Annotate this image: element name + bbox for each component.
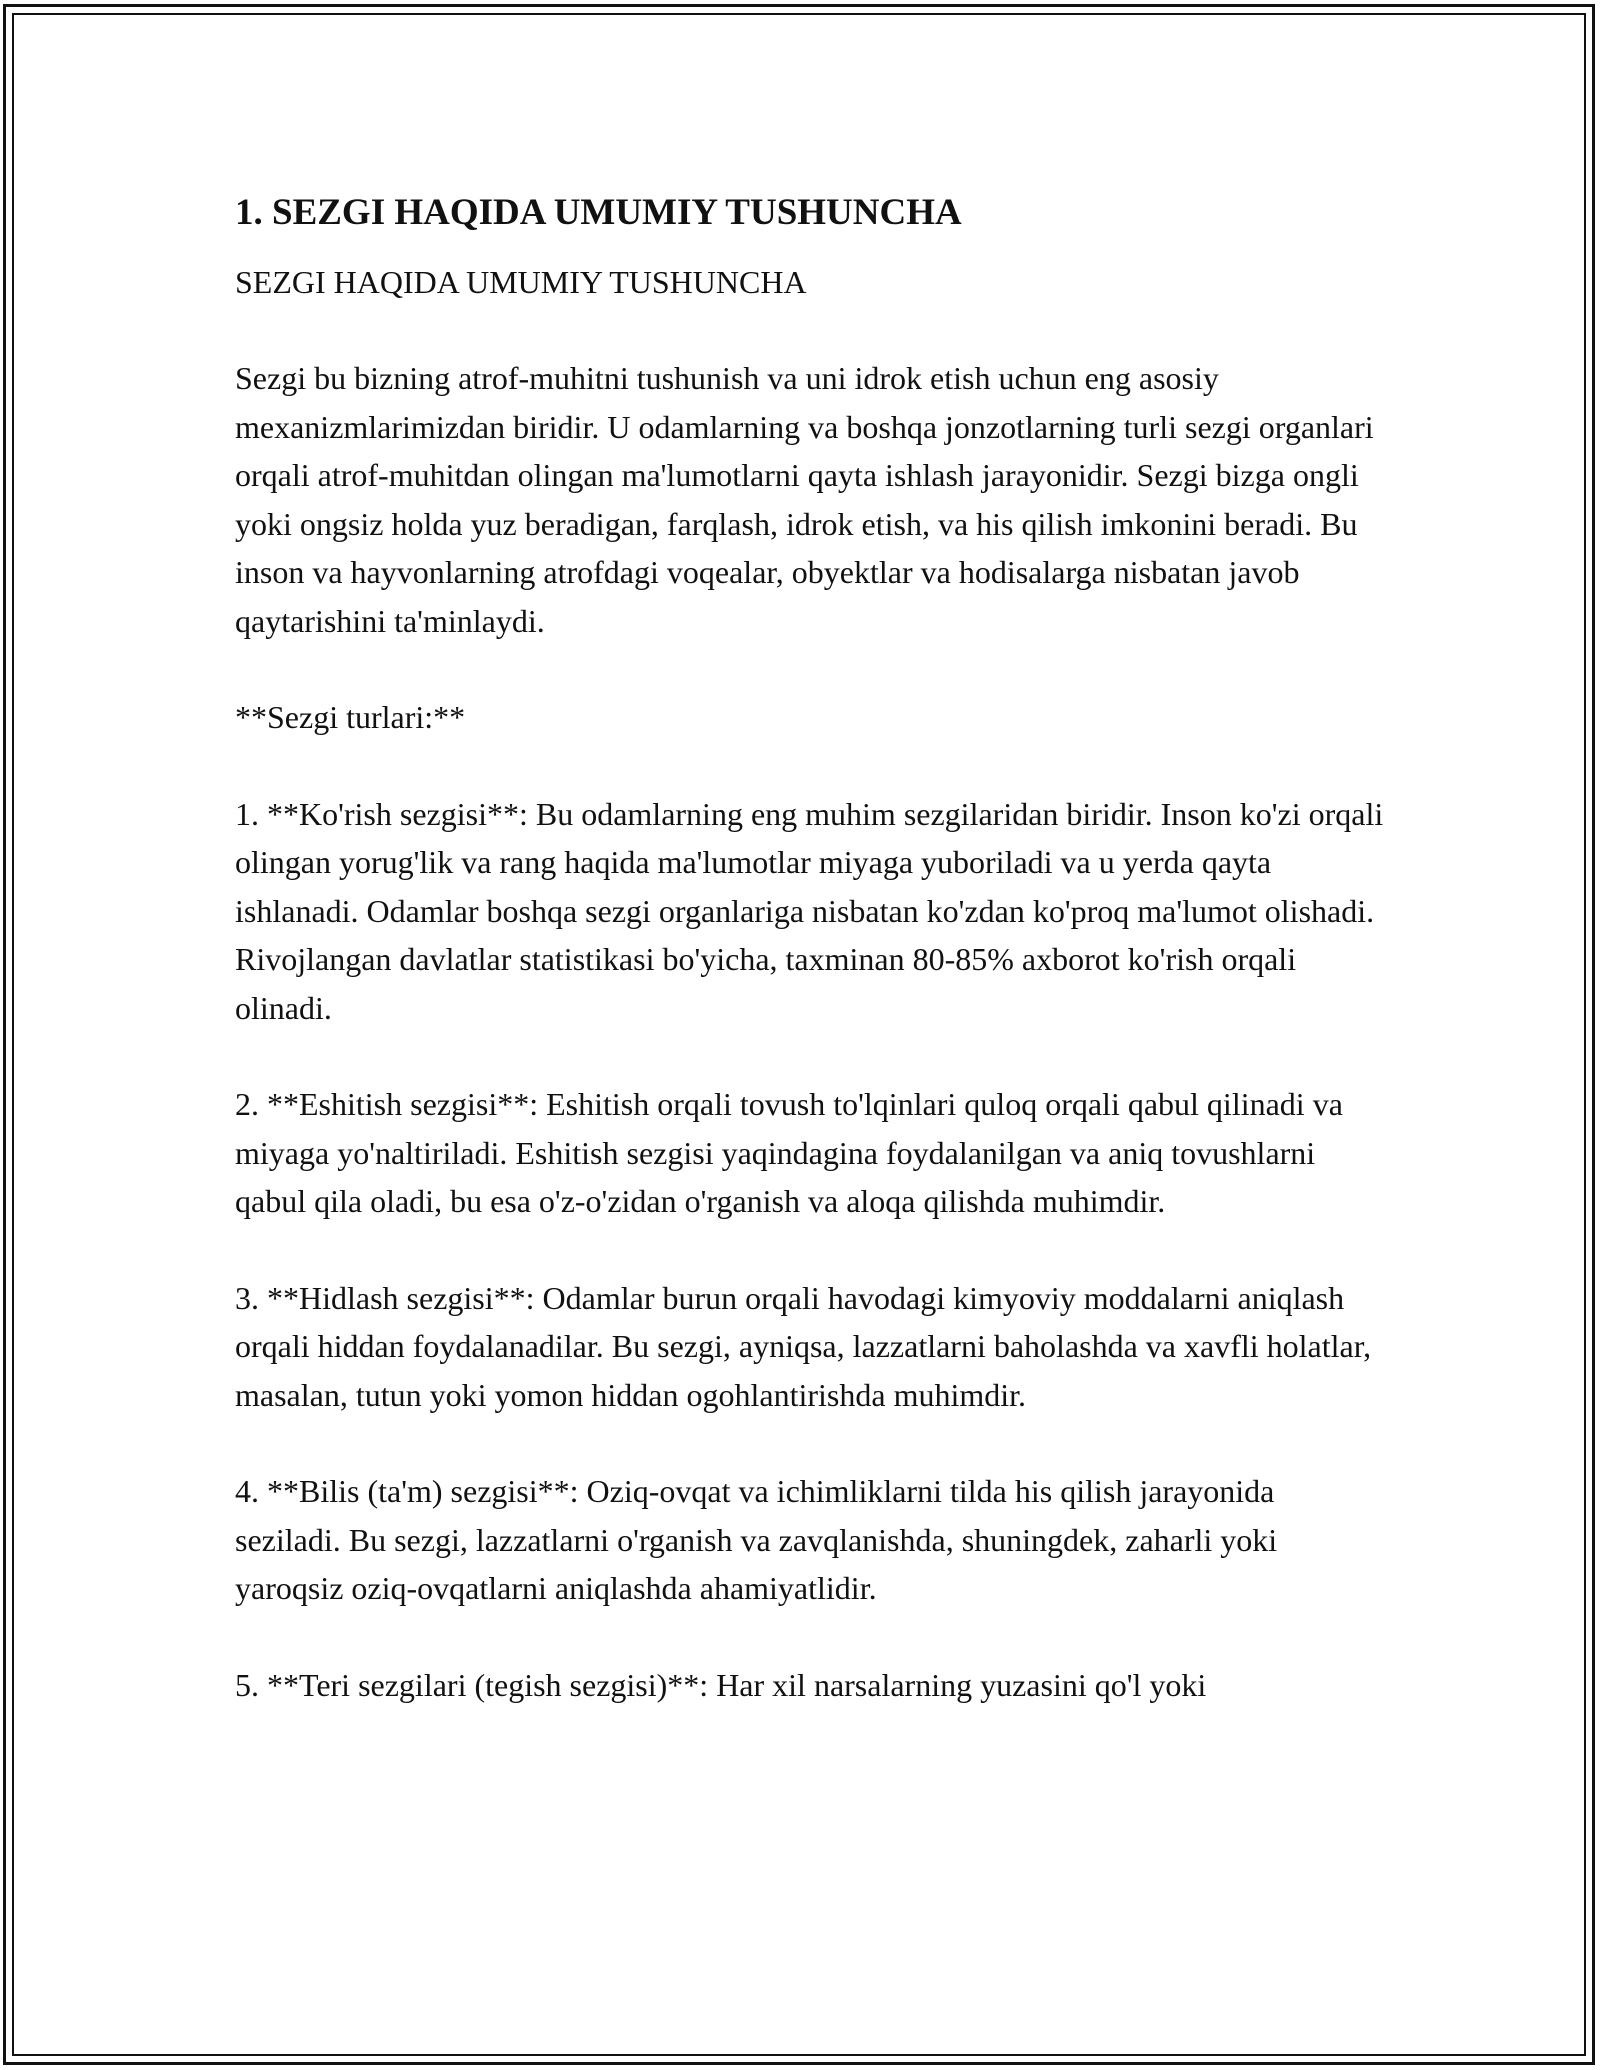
paragraph-sense-types-heading: **Sezgi turlari:** (235, 699, 466, 735)
document-body (235, 188, 1385, 1709)
paragraph-taste: 4. **Bilis (ta'm) sezgisi**: Oziq-ovqat va ichimliklarni tilda his qilish jarayonida seziladi. Bu sezgi, lazzatlarni o'rganish va zavqlanishda, shuningdek, zaharli yoki yaroqsiz oziq-ovqatlarni aniqlashda ahamiyatlidir. (235, 1473, 1278, 1606)
document-title: 1. SEZGI HAQIDA UMUMIY TUSHUNCHA (235, 192, 962, 233)
document-subtitle: SEZGI HAQIDA UMUMIY TUSHUNCHA (235, 264, 807, 300)
paragraph-touch: 5. **Teri sezgilari (tegish sezgisi)**: Har xil narsalarning yuzasini qo'l yoki (235, 1666, 1207, 1703)
paragraph-hearing: 2. **Eshitish sezgisi**: Eshitish orqali tovush to'lqinlari quloq orqali qabul qilinadi va miyaga yo'naltiriladi. Eshitish sezgisi yaqindagina foydalanilgan va aniq tovushlarni qabul qila oladi, bu esa o'z-o'zidan o'rganish va aloqa qilishda muhimdir. (235, 1086, 1343, 1219)
paragraph-sight: 1. **Ko'rish sezgisi**: Bu odamlarning eng muhim sezgilaridan biridir. Inson ko'zi orqali olingan yorug'lik va rang haqida ma'lumotlar miyaga yuboriladi va u yerda qayta ishlanadi. Odamlar boshqa sezgi organlariga nisbatan ko'zdan ko'proq ma'lumot olishadi. Rivojlangan davlatlar statistikasi bo'yicha, taxminan 80-85% axborot ko'rish orqali olinadi. (235, 795, 1384, 1026)
paragraph-smell: 3. **Hidlash sezgisi**: Odamlar burun orqali havodagi kimyoviy moddalarni aniqlash orqali hiddan foydalanadilar. Bu sezgi, ayniqsa, lazzatlarni baholashda va xavfli holatlar, masalan, tutun yoki yomon hiddan ogohlantirishda muhimdir. (235, 1279, 1372, 1413)
paragraph-intro: Sezgi bu bizning atrof-muhitni tushunish va uni idrok etish uchun eng asosiy mexanizmlarimizdan biridir. U odamlarning va boshqa jonzotlarning turli sezgi organlari orqali atrof-muhitdan olingan ma'lumotlarni qayta ishlash jarayonidir. Sezgi bizga ongli yoki ongsiz holda yuz beradigan, farqlash, idrok etish, va his qilish imkonini beradi. Bu inson va hayvonlarning atrofdagi voqealar, obyektlar va hodisalarga nisbatan javob qaytarishini ta'minlaydi. (235, 360, 1374, 639)
